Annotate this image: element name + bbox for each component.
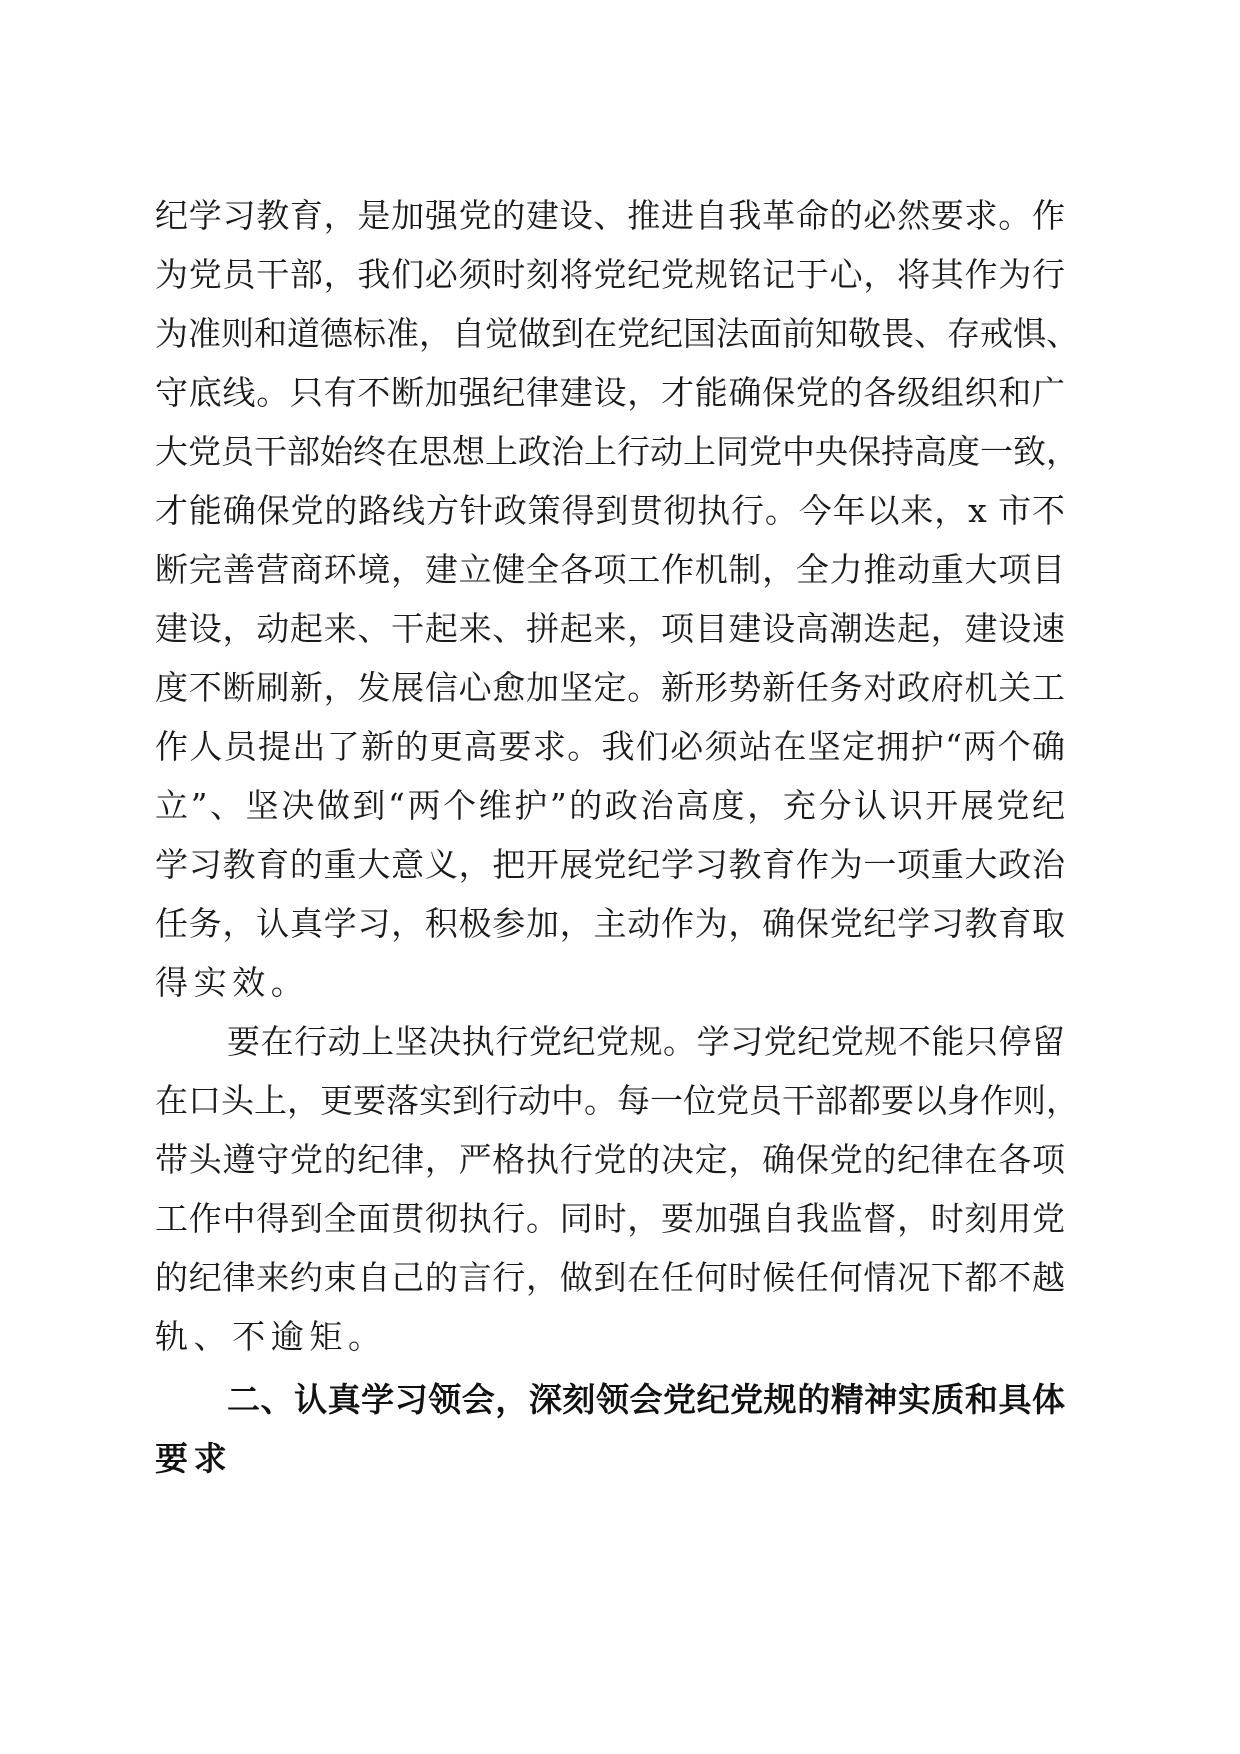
text-line: 才能确保党的路线方针政策得到贯彻执行。今年以来，x 市不 [155,491,1065,530]
text-line: 作人员提出了新的更高要求。我们必须站在坚定拥护“两个确 [155,727,1065,766]
text-line: 建设，动起来、干起来、拼起来，项目建设高潮迭起，建设速 [155,609,1065,648]
heading-line: 二、认真学习领会，深刻领会党纪党规的精神实质和具体 [227,1380,1065,1419]
document-body [155,186,1079,1488]
text-line: 断完善营商环境，建立健全各项工作机制，全力推动重大项目 [155,550,1065,589]
heading-line: 要求 [155,1439,233,1478]
paragraph-2 [155,1012,1079,1366]
text-line: 为党员干部，我们必须时刻将党纪党规铭记于心，将其作为行 [155,255,1065,294]
text-line: 带头遵守党的纪律，严格执行党的决定，确保党的纪律在各项 [155,1140,1065,1179]
text-line: 立”、坚决做到“两个维护”的政治高度，充分认识开展党纪 [155,786,1065,825]
text-line: 的纪律来约束自己的言行，做到在任何时候任何情况下都不越 [155,1258,1065,1297]
paragraph-1 [155,186,1079,1012]
text-line: 轨、不逾矩。 [155,1317,387,1356]
text-line: 要在行动上坚决执行党纪党规。学习党纪党规不能只停留 [227,1022,1065,1061]
text-line: 学习教育的重大意义，把开展党纪学习教育作为一项重大政治 [155,845,1065,884]
text-line: 纪学习教育，是加强党的建设、推进自我革命的必然要求。作 [155,196,1065,235]
text-line: 在口头上，更要落实到行动中。每一位党员干部都要以身作则， [155,1081,1079,1120]
text-line: 工作中得到全面贯彻执行。同时，要加强自我监督，时刻用党 [155,1199,1065,1238]
text-line: 大党员干部始终在思想上政治上行动上同党中央保持高度一致， [155,432,1079,471]
text-line: 度不断刷新，发展信心愈加坚定。新形势新任务对政府机关工 [155,668,1065,707]
text-line: 得实效。 [155,963,310,1002]
text-line: 任务，认真学习，积极参加，主动作为，确保党纪学习教育取 [155,904,1065,943]
section-heading [155,1370,1065,1488]
text-line: 为准则和道德标准，自觉做到在党纪国法面前知敬畏、存戒惧、 [155,314,1079,353]
text-line: 守底线。只有不断加强纪律建设，才能确保党的各级组织和广 [155,373,1065,412]
